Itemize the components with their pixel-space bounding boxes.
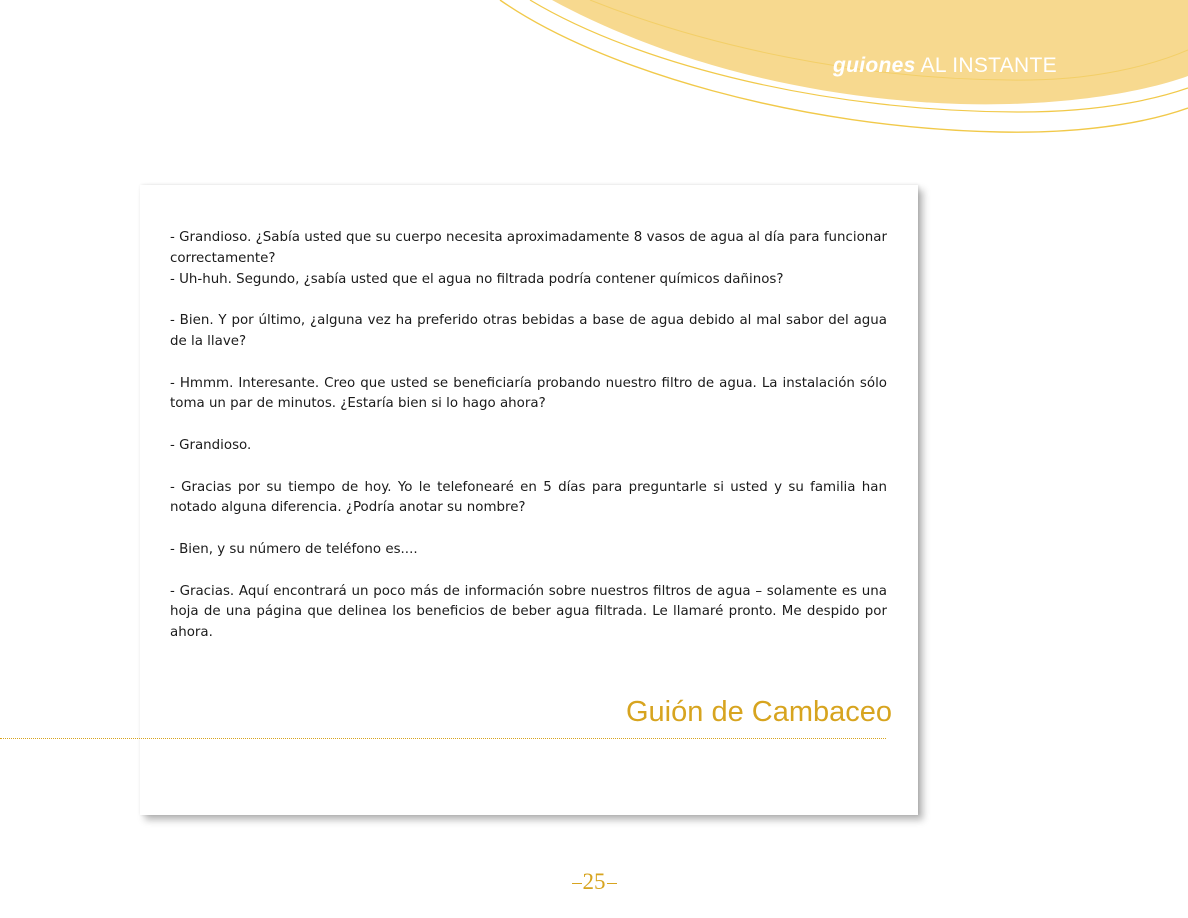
dialogue-paragraph [170, 540, 887, 561]
brand-logo [833, 54, 1057, 78]
dialogue-paragraph [170, 311, 887, 353]
dialogue-paragraph [170, 228, 887, 290]
dialogue-paragraph [170, 582, 887, 644]
dialogue-line: - Gracias por su tiempo de hoy. Yo le telefonearé en 5 días para preguntarle si usted y su familia han notado alguna diferencia. ¿Podría anotar su nombre? [170, 479, 887, 516]
dialogue-line: - Gracias. Aquí encontrará un poco más de información sobre nuestros filtros de agua – solamente es una hoja de una página que delinea los beneficios de beber agua filtrada. Le llamaré pronto. Me despido por ahora. [170, 583, 887, 641]
dialogue-line: - Grandioso. [170, 437, 252, 453]
brand-bold-text: guiones [833, 54, 916, 77]
header-decoration [0, 0, 1188, 160]
page-number [0, 868, 1188, 896]
brand-light-text: AL INSTANTE [920, 54, 1057, 77]
page-number-value: 25 [582, 869, 606, 894]
section-title: Guión de Cambaceo [626, 696, 892, 728]
dialogue-line: - Bien, y su número de teléfono es.... [170, 541, 418, 557]
dialogue-paragraph [170, 478, 887, 520]
header-swoosh-fill [552, 0, 1188, 104]
dialogue-line: - Bien. Y por último, ¿alguna vez ha preferido otras bebidas a base de agua debido al mal sabor del agua de la llave? [170, 313, 887, 349]
page-number-dash [572, 883, 582, 884]
page-number-dash [607, 883, 617, 884]
dialogue-line: - Hmmm. Interesante. Creo que usted se beneficiaría probando nuestro filtro de agua. La instalación sólo toma un par de minutos. ¿Estaría bien si lo hago ahora? [170, 375, 887, 412]
dialogue-paragraph [170, 374, 887, 416]
dialogue-line: - Grandioso. ¿Sabía usted que su cuerpo necesita aproximadamente 8 vasos de agua al día para funcionar correctamente? [170, 230, 887, 266]
dialogue-line: - Uh-huh. Segundo, ¿sabía usted que el agua no filtrada podría contener químicos dañinos? [170, 271, 784, 287]
script-dialogue [170, 228, 887, 665]
dotted-divider [0, 738, 886, 739]
dialogue-paragraph [170, 436, 887, 457]
